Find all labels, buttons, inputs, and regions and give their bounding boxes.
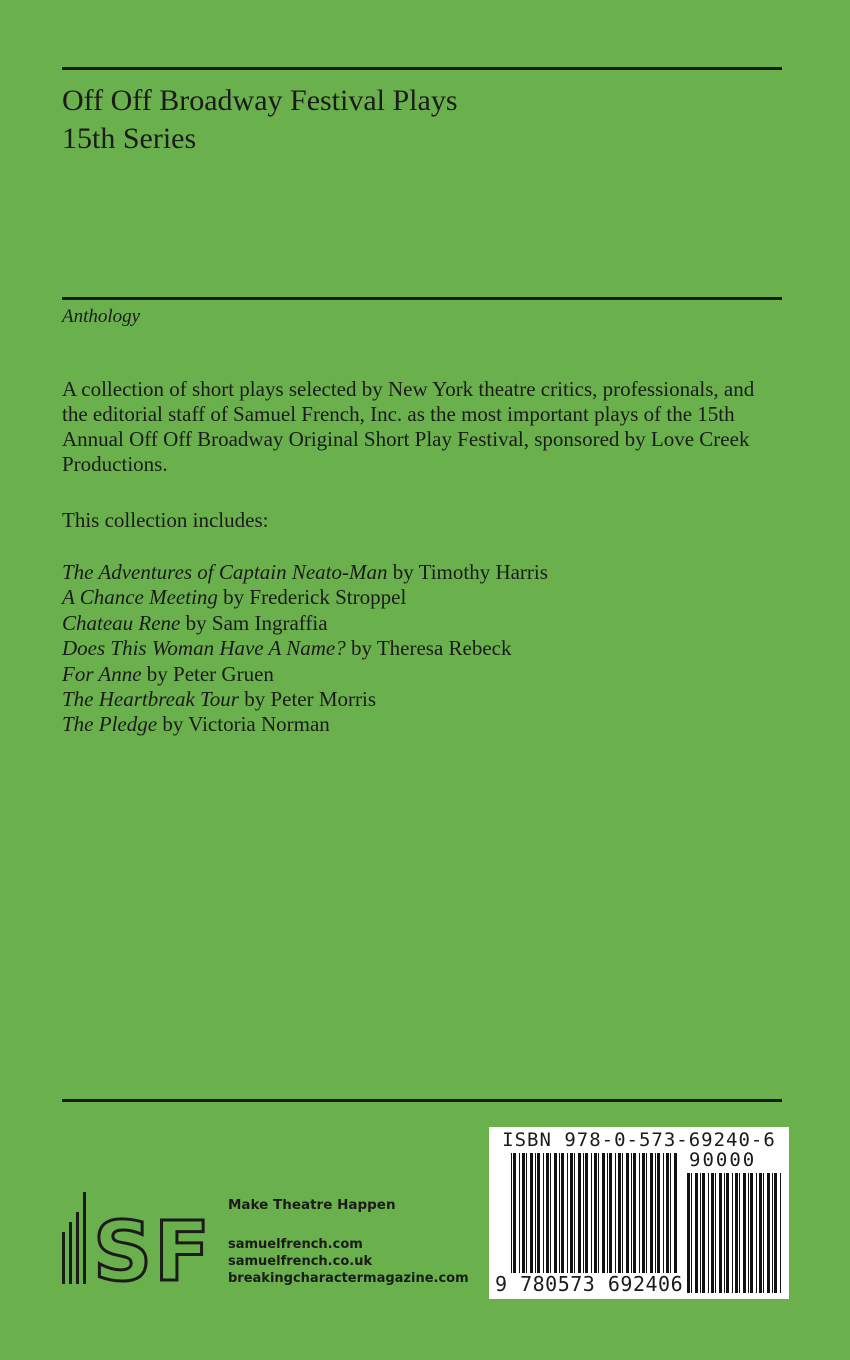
list-item — [62, 636, 548, 661]
description: A collection of short plays selected by New York theatre critics, professionals, and the editorial staff of Samuel French, Inc. as the most important plays of the 15th Annual Off Off Broadway Original Short Play Festival, sponsored by Love Creek Productions. — [62, 377, 755, 476]
barcode-bar — [598, 1153, 599, 1273]
barcode-bar — [702, 1173, 705, 1293]
includes-label: This collection includes: — [62, 508, 269, 532]
barcode-bar — [670, 1153, 671, 1273]
barcode-bar — [759, 1173, 762, 1293]
barcode-bar — [724, 1173, 725, 1293]
play-title: For Anne — [62, 661, 142, 686]
barcode-bar — [711, 1173, 714, 1293]
play-byline: by Victoria Norman — [157, 712, 330, 737]
genre-label: Anthology — [62, 306, 141, 327]
isbn-text: ISBN 978-0-573-69240-6 — [502, 1129, 776, 1151]
book-title — [62, 82, 458, 158]
barcode-bar — [695, 1173, 698, 1293]
barcode-bar — [546, 1153, 549, 1273]
play-byline: by Sam Ingraffia — [180, 610, 328, 635]
barcode-bar — [726, 1173, 729, 1293]
barcode-bar — [522, 1153, 525, 1273]
barcode-bar — [631, 1153, 632, 1273]
logo-text: SF — [93, 1205, 213, 1300]
barcode-bar — [513, 1153, 516, 1273]
barcode-bar — [674, 1153, 677, 1273]
title-line-2: 15th Series — [62, 122, 197, 155]
barcode-bar — [559, 1153, 560, 1273]
samuel-french-logo — [60, 1188, 213, 1300]
barcode-bar — [732, 1173, 733, 1293]
barcode-bar — [585, 1153, 588, 1273]
barcode-bar — [583, 1153, 584, 1273]
barcode-bar — [607, 1153, 608, 1273]
barcode-bar — [655, 1153, 656, 1273]
website-links — [228, 1236, 469, 1287]
barcode-bar — [633, 1153, 636, 1273]
list-item — [62, 687, 548, 712]
barcode-bar — [626, 1153, 629, 1273]
barcode-bar — [642, 1153, 645, 1273]
play-title: Chateau Rene — [62, 610, 181, 635]
barcode-bar — [591, 1153, 592, 1273]
barcode-bar — [609, 1153, 612, 1273]
barcode-bar — [602, 1153, 605, 1273]
barcode-bar — [666, 1153, 669, 1273]
addon-digits: 90000 — [689, 1149, 757, 1171]
barcode-bar — [550, 1153, 551, 1273]
play-title: The Adventures of Captain Neato-Man — [62, 560, 388, 584]
link-samuelfrench-co-uk[interactable]: samuelfrench.co.uk — [228, 1254, 373, 1269]
top-rule — [62, 67, 782, 70]
barcode-bar — [739, 1173, 740, 1293]
barcode-bar — [639, 1153, 640, 1273]
barcode-bar — [748, 1173, 749, 1293]
list-item — [62, 585, 548, 610]
barcode — [489, 1127, 789, 1299]
play-byline: by Frederick Stroppel — [217, 585, 407, 610]
barcode-bar — [691, 1173, 692, 1293]
barcode-bar — [743, 1173, 746, 1293]
tagline: Make Theatre Happen — [228, 1197, 396, 1213]
title-line-1: Off Off Broadway Festival Plays — [62, 84, 458, 117]
barcode-bar — [578, 1153, 581, 1273]
barcode-bar — [780, 1173, 781, 1293]
barcode-bar — [594, 1153, 597, 1273]
play-byline: by Peter Gruen — [141, 661, 274, 686]
barcode-bar — [622, 1153, 623, 1273]
barcode-bar — [530, 1153, 533, 1273]
barcode-bar — [708, 1173, 709, 1293]
barcode-bar — [750, 1173, 753, 1293]
link-samuelfrench-com[interactable]: samuelfrench.com — [228, 1237, 363, 1252]
barcode-bar — [574, 1153, 575, 1273]
barcode-bar — [719, 1173, 722, 1293]
barcode-bar — [767, 1173, 770, 1293]
play-byline: by Timothy Harris — [387, 560, 548, 584]
list-item — [62, 662, 548, 687]
barcode-bar — [657, 1153, 660, 1273]
plays-list — [62, 560, 548, 738]
barcode-bar — [735, 1173, 738, 1293]
play-title: The Heartbreak Tour — [62, 687, 239, 712]
barcode-bar — [615, 1153, 616, 1273]
barcode-bar — [763, 1173, 764, 1293]
barcode-bar — [687, 1173, 690, 1293]
barcode-bar — [537, 1153, 540, 1273]
genre-rule — [62, 297, 782, 300]
barcode-bar — [756, 1173, 757, 1293]
barcode-bar — [774, 1173, 777, 1293]
play-title: The Pledge — [62, 712, 158, 737]
barcode-bar — [543, 1153, 544, 1273]
barcode-bar — [646, 1153, 647, 1273]
barcode-bar — [715, 1173, 716, 1293]
barcode-bar — [772, 1173, 773, 1293]
list-item — [62, 611, 548, 636]
barcode-bar — [570, 1153, 573, 1273]
play-byline: by Theresa Rebeck — [345, 636, 512, 661]
barcode-bar — [511, 1153, 512, 1273]
link-breaking-character[interactable]: breakingcharactermagazine.com — [228, 1271, 469, 1286]
barcode-bar — [561, 1153, 564, 1273]
list-item — [62, 712, 548, 737]
barcode-bar — [700, 1173, 701, 1293]
barcode-bar — [535, 1153, 536, 1273]
footer-rule — [62, 1099, 782, 1102]
ean-digits: 9 780573 692406 — [495, 1272, 684, 1296]
barcode-bar — [526, 1153, 527, 1273]
barcode-bar — [567, 1153, 568, 1273]
barcode-bar — [618, 1153, 621, 1273]
barcode-bar — [554, 1153, 557, 1273]
play-title: Does This Woman Have A Name? — [62, 636, 346, 661]
play-title: A Chance Meeting — [62, 585, 218, 610]
play-byline: by Peter Morris — [238, 687, 377, 712]
barcode-bar — [519, 1153, 520, 1273]
barcode-bar — [663, 1153, 664, 1273]
barcode-bar — [650, 1153, 653, 1273]
list-item — [62, 560, 548, 585]
